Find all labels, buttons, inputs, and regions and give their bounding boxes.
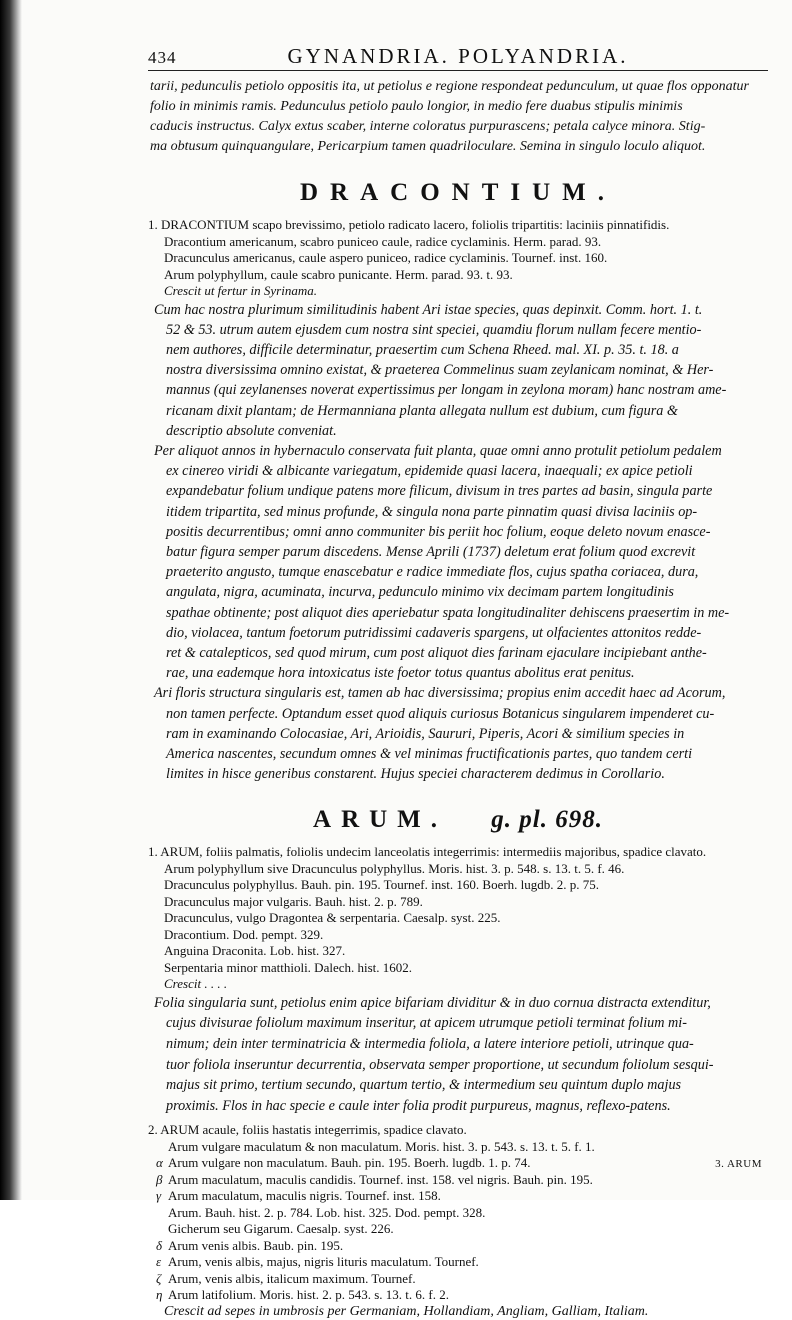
text-line: nimum; dein inter terminatricia & intermedia foliola, a latere interiore petioli, utrinque qua- [166,1036,694,1053]
synonym-text: Arum vulgare maculatum & non maculatum. Moris. hist. 3. p. 543. s. 13. t. 5. f. 1. [168,1138,595,1154]
genus-heading-dracontium: DRACONTIUM. [299,179,617,206]
dracontium-species [148,217,768,300]
text-line: America nascentes, secundum omnes & vel minimas fructificationis partes, quo tandem certi [166,745,693,762]
synonym [156,1188,768,1205]
synonym-text: Gicherum seu Gigarum. Caesalp. syst. 226. [168,1221,394,1237]
text-line: expandebatur folium undique patens more filicum, divisum in tres partes ad basin, singula parte [166,483,713,500]
page-content [148,40,768,1320]
synonym [168,1221,768,1238]
arum-species-1 [148,844,768,993]
synonym [156,1171,768,1189]
variety-letter: δ [156,1237,163,1253]
text-line: tuor foliola inseruntur decurrentia, observata semper proportione, ut secundum foliolum sesqui- [166,1056,714,1073]
text-line: angulata, nigra, acuminata, incurva, pedunculo minimo vix decimam partem longitudinis [166,584,674,601]
variety-letter: η [156,1287,163,1303]
text-line: ret & catalepticos, sed quod mirum, cum post aliquot dies farinam ejaculare incipiebant anthe- [166,644,707,661]
catchword: 3. ARUM [715,1158,762,1170]
text-line: limites in hisce generibus constarent. Hujus speciei characterem dedimus in Corollario. [166,766,665,783]
genus-heading-arum [148,806,768,834]
dracontium-paragraph-2 [148,441,768,683]
synonym: Arum polyphyllum sive Dracunculus polyphyllus. Moris. hist. 3. p. 548. s. 13. t. 5. f. 46. [164,860,625,876]
text-line: majus sit primo, tertium secundo, quartum tertio, & intermedium seu quintum duplo majus [166,1077,682,1094]
running-head [148,40,768,71]
synonym: Dracunculus americanus, caule aspero puniceo, radice cyclaminis. Tournef. inst. 160. [164,250,608,265]
synonym: Dracontium americanum, scabro puniceo caule, radice cyclaminis. Herm. parad. 93. [164,233,602,249]
species-diagnosis: 1. DRACONTIUM scapo brevissimo, petiolo radicato lacero, foliolis tripartitis: laciniis pinnatifidis. [148,217,670,232]
synonym: Serpentaria minor matthioli. Dalech. hist. 1602. [164,959,413,975]
habitat: Crescit ad sepes in umbrosis per Germaniam, Hollandiam, Angliam, Galliam, Italiam. [164,1303,649,1319]
text-line: Ari floris structura singularis est, tamen ab hac diversissima; propius enim accedit haec ad Acorum, [154,685,726,702]
synonym: Dracunculus major vulgaris. Bauh. hist. 2. p. 789. [164,893,423,909]
synonym-text: Arum, venis albis, italicum maximum. Tournef. [168,1270,416,1286]
synonym [168,1139,768,1156]
text-line: praeterito angusto, tumque enascebatur e radice immediate flos, cujus spatha coriacea, dura, [166,564,699,581]
continued-text [148,77,768,157]
text-line: ricanam dixit plantam; de Hermanniana planta allegata nullum est dubium, cum figura & [166,402,678,419]
arum-species-2 [148,1122,768,1320]
synonym: Dracunculus polyphyllus. Bauh. pin. 195. Tournef. inst. 160. Boerh. lugdb. 2. p. 75. [164,877,600,893]
habitat: Crescit ut fertur in Syrinama. [164,283,317,298]
synonym-text: Arum. Bauh. hist. 2. p. 784. Lob. hist. 325. Dod. pempt. 328. [168,1204,486,1220]
synonym: Dracunculus, vulgo Dragontea & serpentaria. Caesalp. syst. 225. [164,910,501,926]
page-number: 434 [148,48,177,67]
synonym-text: Arum latifolium. Moris. hist. 2. p. 543. s. 13. t. 6. f. 2. [168,1287,449,1303]
arum-paragraph-1 [148,993,768,1117]
variety-letter: γ [156,1188,162,1204]
synonym [156,1270,768,1288]
habitat: Crescit . . . . [164,976,228,992]
synonym-text: Arum, venis albis, majus, nigris lituris maculatum. Tournef. [168,1254,479,1270]
text-line: cujus divisurae foliolum maximum inseritur, at apicem utrumque petioli terminat folium mi- [166,1015,687,1032]
variety-letter: ζ [156,1270,162,1286]
synonym [168,1205,768,1222]
text-line: caducis instructus. Calyx extus scaber, interne coloratus purpurascens; petala calyce minora. Stig- [150,119,706,134]
synonym: Arum polyphyllum, caule scabro punicante. Herm. parad. 93. t. 93. [164,266,513,282]
text-line: descriptio absolute conveniat. [166,422,337,439]
text-line: 52 & 53. utrum autem ejusdem cum nostra sint speciei, quamdiu florum nullam fecere mentio- [166,321,702,338]
variety-letter: ε [156,1254,162,1270]
text-line: spathae obtinente; post aliquot dies aperiebatur spata longitudinaliter dehiscens praesertim in me- [166,604,730,621]
synonym-text: Arum maculatum, maculis candidis. Tournef. inst. 158. vel nigris. Bauh. pin. 195. [168,1171,593,1187]
text-line: ma obtusum quinquangulare, Pericarpium tamen quadriloculare. Semina in singulo loculo aliquot. [150,139,706,154]
text-line: Folia singularia sunt, petiolus enim apice bifariam dividitur & in duo cornua distracta extenditur, [154,994,711,1011]
text-line: ex cinereo viridi & albicante variegatum, epidemide quasi lacera, inaequali; ex apice petioli [166,463,693,480]
text-line: positis decurrentibus; omni anno communiter bis periit hoc folium, eoque deleto novum enasce- [166,523,711,540]
text-line: dio, violacea, tantum foetorum putridissimi cadaveris spargens, ut olfacientes attonitos redde- [166,624,702,641]
text-line: Cum hac nostra plurimum similitudinis habent Ari istae species, quas depinxit. Comm. hort. 1. t. [154,301,703,318]
synonym: Anguina Draconita. Lob. hist. 327. [164,943,346,959]
synonym-text: Arum maculatum, maculis nigris. Tournef. inst. 158. [168,1188,441,1204]
genus-reference: g. pl. 698. [491,806,603,834]
text-line: batur figura semper parum discedens. Mense Aprili (1737) deletum erat folium quod excrevit [166,543,696,560]
running-title: GYNANDRIA. POLYANDRIA. [287,44,629,68]
species-diagnosis: 1. ARUM, foliis palmatis, foliolis undecim lanceolatis integerrimis: intermediis majoribus, spadice clavato. [148,844,707,860]
text-line: Per aliquot annos in hybernaculo conservata fuit planta, quae omni anno protulit petiolum pedalem [154,442,722,459]
binding-shadow [0,0,22,1200]
genus-name: ARUM. [313,806,448,834]
synonym: Dracontium. Dod. pempt. 329. [164,926,324,942]
synonym [156,1287,768,1304]
text-line: non tamen perfecte. Optandum esset quod aliquis curiosus Botanicus singularem impenderet cu- [166,705,715,722]
text-line: proximis. Flos in hac specie e caule inter folia prodit purpureus, magnus, reflexo-patens. [166,1097,671,1114]
synonym [156,1237,768,1255]
variety-letter: β [156,1171,163,1187]
variety-letter: α [156,1155,163,1171]
text-line: nostra diversissima omnino existat, & praeterea Commelinus suam zeylanicam nominat, & Her- [166,362,714,379]
text-line: mannus (qui zeylanenses noverat expertissimus per longam in zeylona moram) hanc nostram ame- [166,382,727,399]
synonym-text: Arum vulgare non maculatum. Bauh. pin. 195. Boerh. lugdb. 1. p. 74. [168,1155,531,1171]
species-diagnosis: 2. ARUM acaule, foliis hastatis integerrimis, spadice clavato. [148,1122,467,1138]
text-line: tarii, pedunculis petiolo oppositis ita, ut petiolus e regione respondeat pedunculum, ut quae flos opponatur [150,79,749,94]
text-line: folio in minimis ramis. Pedunculus petiolo paulo longior, in medio fere duabus stipulis minimis [150,99,683,114]
synonym [156,1254,768,1271]
dracontium-paragraph-1 [148,300,768,441]
text-line: nem authores, difficile determinatur, praesertim cum Schena Rheed. mal. XI. p. 35. t. 18. a [166,341,679,358]
text-line: itidem tripartita, sed minus profunde, & singula nona parte pinnatim quasi divisa laciniis op- [166,503,698,520]
text-line: ram in examinando Colocasiae, Ari, Arioidis, Saururi, Piperis, Acori & similium species in [166,725,685,742]
text-line: rae, una eademque hora intoxicatus iste foetor totus quantus abolitus erat penitus. [166,665,635,682]
synonym-text: Arum venis albis. Baub. pin. 195. [168,1237,344,1253]
synonym [156,1155,768,1172]
dracontium-paragraph-3 [148,683,768,784]
